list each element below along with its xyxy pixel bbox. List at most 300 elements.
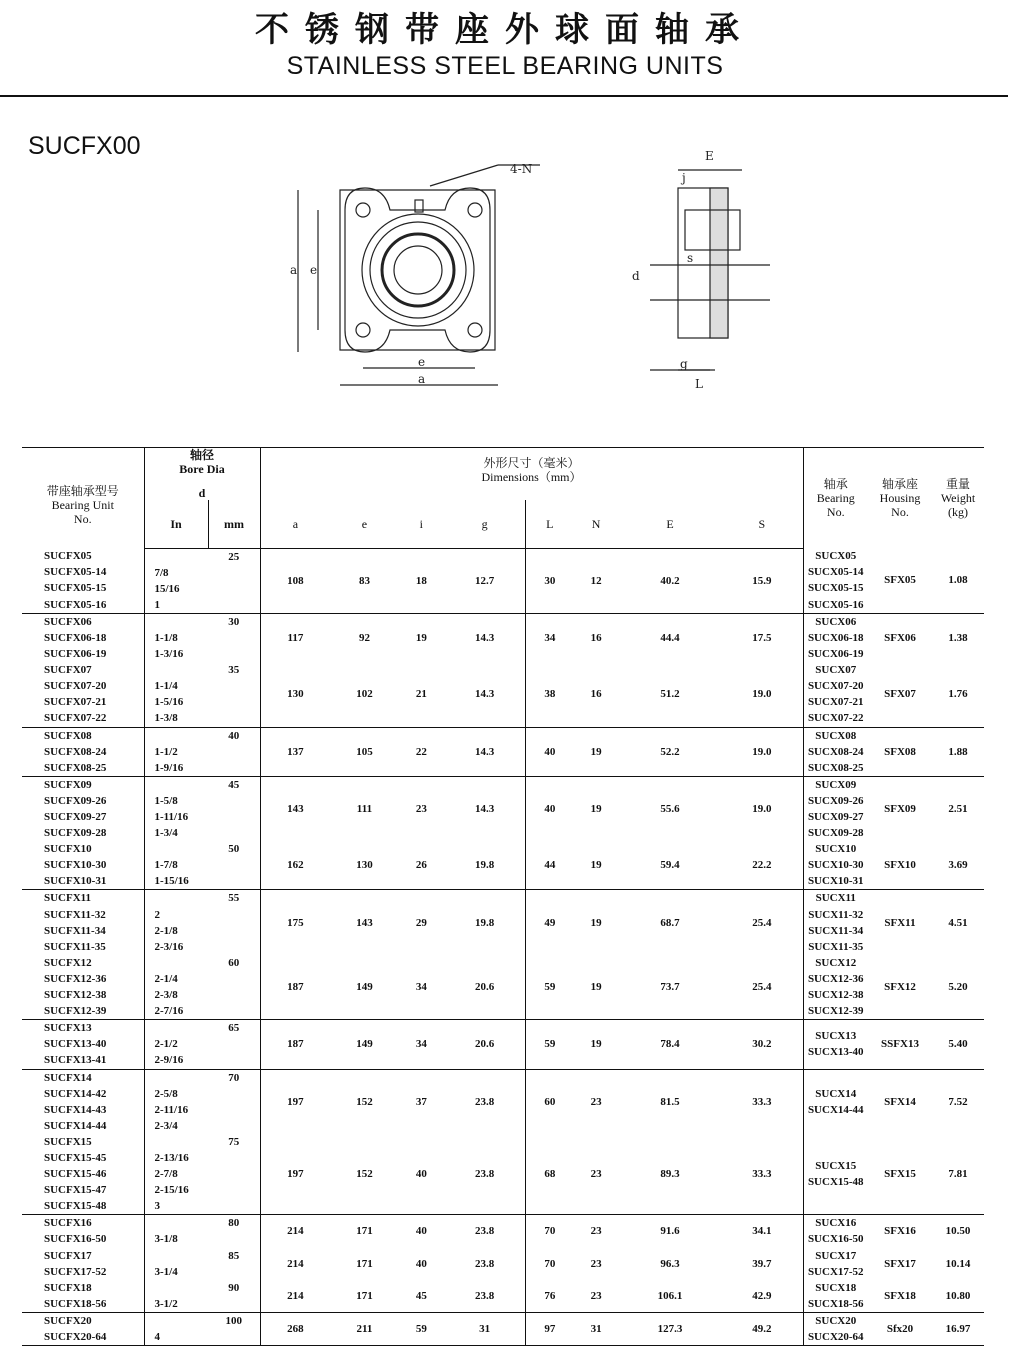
cell-dim-a xyxy=(260,955,330,1020)
cell-mm-line xyxy=(208,873,260,889)
cell-dim-e-line: 149 xyxy=(356,1038,373,1051)
cell-housing-no-line: SFX05 xyxy=(884,574,916,587)
cell-mm xyxy=(208,1069,260,1134)
cell-bearing-no-line: SUCX06 xyxy=(815,615,857,628)
cell-unit-no-line: SUCFX12-36 xyxy=(44,972,107,985)
cell-dim-g-line: 20.6 xyxy=(475,980,495,993)
cell-dim-L xyxy=(526,662,574,727)
table-body xyxy=(22,548,984,1346)
cell-bearing-no-line: SUCX07 xyxy=(815,664,857,677)
cell-unit-no-line: SUCFX20-64 xyxy=(44,1331,107,1343)
cell-dim-E-line: 127.3 xyxy=(657,1322,683,1335)
cell-mm-line xyxy=(208,857,260,873)
cell-inch-line: 1-5/16 xyxy=(154,696,184,709)
cell-dim-N xyxy=(573,727,619,776)
hdr-bearing-no: No. xyxy=(826,505,845,519)
cell-housing-no xyxy=(868,1280,932,1313)
cell-mm-line xyxy=(208,1052,260,1068)
cell-inch-line: 1-3/16 xyxy=(154,648,184,661)
cell-unit-no-line: SUCFX09-26 xyxy=(44,794,107,807)
cell-dim-S xyxy=(721,1280,803,1313)
cell-housing-no xyxy=(868,841,932,890)
cell-unit-no-line: SUCFX09-28 xyxy=(44,827,107,840)
cell-unit-no-line: SUCFX12-38 xyxy=(44,989,107,1002)
cell-mm-line xyxy=(208,760,260,776)
cell-unit-no-line: SUCFX05-15 xyxy=(44,582,107,595)
cell-dim-L xyxy=(526,548,574,613)
cell-dim-N-line: 16 xyxy=(590,688,602,701)
cell-dim-S-line: 19.0 xyxy=(752,745,772,758)
cell-inch xyxy=(144,1069,208,1134)
cell-dim-S-line: 22.2 xyxy=(752,859,772,872)
cell-unit-no xyxy=(22,841,144,890)
cell-dim-S-line: 42.9 xyxy=(752,1289,772,1302)
bearing-inner xyxy=(394,246,442,294)
table-row xyxy=(22,613,984,662)
cell-bearing-no-line: SUCX16-50 xyxy=(807,1233,864,1246)
cell-inch-line: 2-3/16 xyxy=(154,940,184,953)
cell-weight xyxy=(932,613,984,662)
cell-inch-line: 4 xyxy=(154,1331,160,1343)
cell-inch-line: 7/8 xyxy=(154,566,169,579)
cell-dim-S xyxy=(721,727,803,776)
cell-dim-N xyxy=(573,955,619,1020)
cell-bearing-no-line: SUCX10-30 xyxy=(807,859,864,872)
cell-inch-line xyxy=(155,1134,209,1150)
cell-dim-L xyxy=(526,1134,574,1215)
cell-dim-g xyxy=(444,776,526,841)
cell-inch xyxy=(144,1215,208,1248)
cell-inch-line xyxy=(155,1248,209,1264)
hdr-dim-cn: 外形尺寸（毫米） xyxy=(483,456,580,470)
cell-inch-line xyxy=(155,662,209,678)
cell-dim-S xyxy=(721,1069,803,1134)
cell-dim-g xyxy=(444,1248,526,1280)
cell-mm-line xyxy=(208,971,260,987)
cell-mm-line xyxy=(208,581,260,597)
cell-dim-a-line: 143 xyxy=(287,802,304,815)
cell-housing-no-line: SFX07 xyxy=(884,688,916,701)
cell-housing-no-line: SFX10 xyxy=(884,859,916,872)
cell-housing-no-line: Sfx20 xyxy=(886,1322,914,1335)
cell-dim-N xyxy=(573,841,619,890)
cell-dim-e-line: 171 xyxy=(356,1225,373,1238)
cell-housing-no xyxy=(868,1134,932,1215)
cell-inch xyxy=(144,1134,208,1215)
cell-dim-L xyxy=(526,1280,574,1313)
hdr-unit-cn: 带座轴承型号 xyxy=(46,484,119,498)
cell-mm-line: 75 xyxy=(228,1135,240,1148)
cell-dim-i-line: 21 xyxy=(415,688,427,701)
cell-dim-S-line: 25.4 xyxy=(752,980,772,993)
hdr-housing-no: No. xyxy=(891,505,909,519)
table-row xyxy=(22,1215,984,1248)
cell-weight-line: 1.38 xyxy=(948,631,968,644)
cell-unit-no-line: SUCFX11-32 xyxy=(44,908,106,921)
cell-dim-g xyxy=(444,548,526,613)
cell-mm-line xyxy=(208,825,260,841)
cell-bearing-no-line: SUCX13-40 xyxy=(807,1046,864,1059)
cell-mm-line xyxy=(208,646,260,662)
hdr-dim-g: g xyxy=(444,500,526,548)
cell-unit-no-line: SUCFX16 xyxy=(44,1217,92,1230)
cell-inch xyxy=(144,1312,208,1345)
cell-unit-no-line: SUCFX12 xyxy=(44,956,92,969)
cell-unit-no-line: SUCFX18 xyxy=(44,1281,92,1294)
cell-mm-line xyxy=(208,565,260,581)
cell-housing-no xyxy=(868,1069,932,1134)
cell-inch xyxy=(144,613,208,662)
bolt-hole-tl xyxy=(356,203,370,217)
cell-bearing-no xyxy=(803,776,868,841)
cell-mm-line xyxy=(208,1198,260,1214)
cell-dim-a-line: 214 xyxy=(287,1257,304,1270)
cell-dim-g xyxy=(444,890,526,955)
cell-unit-no-line: SUCFX09 xyxy=(44,778,92,791)
cell-unit-no xyxy=(22,890,144,955)
cell-dim-i-line: 40 xyxy=(415,1225,427,1238)
cell-inch-line: 2-11/16 xyxy=(154,1103,189,1116)
cell-inch xyxy=(144,727,208,776)
cell-dim-E-line: 52.2 xyxy=(660,745,680,758)
cell-unit-no xyxy=(22,1134,144,1215)
cell-unit-no-line: SUCFX13-40 xyxy=(44,1038,107,1051)
cell-bearing-no xyxy=(803,727,868,776)
cell-dim-a xyxy=(260,727,330,776)
cell-dim-N-line: 23 xyxy=(590,1257,602,1270)
cell-dim-L xyxy=(526,776,574,841)
cell-inch-line xyxy=(155,1313,209,1329)
label-e-horizontal: e xyxy=(418,355,426,369)
cell-inch-line xyxy=(155,728,209,744)
cell-inch-line xyxy=(155,1020,209,1036)
label-E: E xyxy=(705,149,714,163)
cell-bearing-no-line: SUCX08-25 xyxy=(807,761,864,774)
cell-mm-line: 45 xyxy=(228,778,240,791)
cell-dim-i xyxy=(399,1215,445,1248)
cell-dim-L xyxy=(526,1312,574,1345)
cell-housing-no-line: SFX14 xyxy=(884,1095,916,1108)
cell-bearing-no xyxy=(803,1215,868,1248)
cell-dim-g-line: 14.3 xyxy=(475,688,495,701)
cell-mm-line xyxy=(208,1003,260,1019)
cell-inch-line: 1-9/16 xyxy=(154,761,184,774)
cell-dim-g-line: 23.8 xyxy=(475,1168,495,1181)
cell-weight xyxy=(932,1312,984,1345)
hdr-dim-en: Dimensions（mm） xyxy=(481,470,582,484)
label-d: d xyxy=(632,269,640,283)
cell-inch-line: 3-1/2 xyxy=(154,1297,178,1310)
cell-dim-N-line: 19 xyxy=(590,980,602,993)
cell-mm xyxy=(208,776,260,841)
cell-unit-no-line: SUCFX05 xyxy=(44,550,92,563)
cell-dim-N xyxy=(573,776,619,841)
cell-dim-S-line: 33.3 xyxy=(752,1095,772,1108)
cell-bearing-no-line: SUCX07-20 xyxy=(807,680,864,693)
cell-dim-i xyxy=(399,841,445,890)
cell-inch-line: 1-7/8 xyxy=(154,859,178,872)
cell-weight-line: 1.08 xyxy=(948,574,968,587)
label-j: j xyxy=(682,171,686,185)
table-row xyxy=(22,1069,984,1134)
cell-inch-line: 1-15/16 xyxy=(154,875,189,888)
cell-weight-line: 5.40 xyxy=(948,1038,968,1051)
cell-bearing-no xyxy=(803,1020,868,1069)
cell-unit-no xyxy=(22,548,144,613)
cell-dim-i-line: 18 xyxy=(415,574,427,587)
hdr-dim-S: S xyxy=(721,500,803,548)
cell-housing-no xyxy=(868,662,932,727)
cell-dim-e xyxy=(330,727,398,776)
cell-mm-line xyxy=(208,1118,260,1134)
cell-weight-line: 1.88 xyxy=(948,745,968,758)
cell-housing-no xyxy=(868,955,932,1020)
cell-dim-S xyxy=(721,1215,803,1248)
cell-mm-line: 55 xyxy=(228,892,240,905)
hdr-bore-en: Bore Dia xyxy=(179,462,225,476)
cell-dim-a-line: 175 xyxy=(287,916,304,929)
cell-dim-L-line: 49 xyxy=(544,916,556,929)
label-e-vertical: e xyxy=(310,263,318,277)
cell-inch xyxy=(144,890,208,955)
cell-dim-i xyxy=(399,613,445,662)
cell-dim-a xyxy=(260,662,330,727)
cell-dim-i xyxy=(399,890,445,955)
cell-inch-line: 1-3/8 xyxy=(154,712,178,725)
cell-dim-e-line: 149 xyxy=(356,980,373,993)
cell-mm xyxy=(208,841,260,890)
cell-dim-g xyxy=(444,1280,526,1313)
cell-mm-line xyxy=(208,1086,260,1102)
hdr-dim-i: i xyxy=(399,500,445,548)
cell-dim-S xyxy=(721,890,803,955)
cell-unit-no-line: SUCFX09-27 xyxy=(44,811,107,823)
cell-weight-line: 2.51 xyxy=(948,802,968,815)
cell-dim-e xyxy=(330,613,398,662)
cell-bearing-no-line: SUCX06-18 xyxy=(807,631,864,644)
title-english: STAINLESS STEEL BEARING UNITS xyxy=(286,52,724,80)
cell-dim-g-line: 20.6 xyxy=(475,1038,495,1051)
cell-unit-no-line: SUCFX07-22 xyxy=(44,712,107,725)
cell-bearing-no xyxy=(803,955,868,1020)
cell-mm xyxy=(208,548,260,613)
cell-inch-line xyxy=(155,1215,209,1231)
cell-dim-a xyxy=(260,548,330,613)
hdr-housing-cn: 轴承座 xyxy=(881,477,918,491)
cell-inch-line: 2-7/8 xyxy=(154,1168,178,1181)
cell-mm-line xyxy=(208,923,260,939)
cell-mm xyxy=(208,662,260,727)
cell-unit-no xyxy=(22,1248,144,1280)
cell-weight-line: 7.81 xyxy=(948,1168,968,1181)
cell-dim-S xyxy=(721,1312,803,1345)
cell-dim-E-line: 81.5 xyxy=(660,1095,680,1108)
cell-bearing-no-line: SUCX15 xyxy=(815,1160,857,1173)
cell-dim-i-line: 22 xyxy=(415,745,427,758)
cell-unit-no-line: SUCFX10-30 xyxy=(44,859,107,872)
cell-dim-g xyxy=(444,1215,526,1248)
cell-mm-line xyxy=(208,1102,260,1118)
cell-housing-no-line: SFX09 xyxy=(884,802,916,815)
cell-mm xyxy=(208,727,260,776)
cell-dim-a xyxy=(260,1215,330,1248)
cell-mm-line xyxy=(208,694,260,710)
cell-dim-E xyxy=(619,776,721,841)
cell-mm xyxy=(208,1020,260,1069)
cell-weight xyxy=(932,662,984,727)
cell-mm-line xyxy=(208,630,260,646)
cell-dim-S-line: 15.9 xyxy=(752,574,772,587)
cell-inch-line xyxy=(155,614,209,630)
cell-housing-no xyxy=(868,776,932,841)
hdr-bore-d: d xyxy=(198,486,206,500)
cell-dim-a xyxy=(260,890,330,955)
cell-bearing-no xyxy=(803,548,868,613)
cell-unit-no xyxy=(22,1069,144,1134)
cell-unit-no xyxy=(22,662,144,727)
cell-dim-g-line: 31 xyxy=(479,1322,491,1335)
cell-inch-line: 15/16 xyxy=(154,582,180,595)
cell-bearing-no-line: SUCX11-35 xyxy=(808,940,864,953)
cell-housing-no-line: SFX16 xyxy=(884,1225,916,1238)
cell-dim-e xyxy=(330,1312,398,1345)
cell-dim-L-line: 70 xyxy=(544,1225,556,1238)
cell-dim-S-line: 34.1 xyxy=(752,1225,772,1238)
cell-dim-N-line: 19 xyxy=(590,859,602,872)
cell-bearing-no-line: SUCX12 xyxy=(815,956,857,969)
cell-dim-a-line: 137 xyxy=(287,745,304,758)
cell-dim-L-line: 59 xyxy=(544,980,556,993)
cell-dim-N-line: 19 xyxy=(590,1038,602,1051)
cell-dim-L xyxy=(526,955,574,1020)
cell-dim-E-line: 89.3 xyxy=(660,1168,680,1181)
cell-dim-a-line: 197 xyxy=(287,1095,304,1108)
bolt-hole-br xyxy=(468,323,482,337)
cell-dim-S-line: 17.5 xyxy=(752,631,772,644)
cell-bearing-no-line: SUCX12-36 xyxy=(807,972,864,985)
cell-housing-no-line: SFX06 xyxy=(884,631,916,644)
cell-inch-line xyxy=(155,777,209,793)
cell-bearing-no-line: SUCX17-52 xyxy=(807,1265,864,1278)
cell-mm xyxy=(208,955,260,1020)
cell-dim-N-line: 12 xyxy=(590,574,602,587)
cell-inch-line: 1-5/8 xyxy=(154,794,178,807)
cell-mm-line: 100 xyxy=(225,1314,242,1327)
cell-dim-i-line: 40 xyxy=(415,1168,427,1181)
cell-dim-i-line: 29 xyxy=(415,916,427,929)
cell-weight xyxy=(932,776,984,841)
cell-inch-line xyxy=(155,549,209,565)
cell-inch xyxy=(144,955,208,1020)
cell-weight-line: 10.80 xyxy=(945,1289,971,1302)
cell-mm-line xyxy=(208,1150,260,1166)
cell-dim-i-line: 19 xyxy=(415,631,427,644)
cell-inch-line xyxy=(155,955,209,971)
cell-dim-e-line: 171 xyxy=(356,1257,373,1270)
cell-dim-N-line: 23 xyxy=(590,1095,602,1108)
cell-dim-e xyxy=(330,776,398,841)
cell-dim-g xyxy=(444,1020,526,1069)
hdr-unit-en: Bearing Unit xyxy=(51,498,114,512)
cell-dim-e xyxy=(330,1215,398,1248)
cell-dim-a-line: 187 xyxy=(287,980,304,993)
cell-unit-no-line: SUCFX10-31 xyxy=(44,875,107,888)
cell-inch-line: 2-1/2 xyxy=(154,1038,178,1051)
table-row xyxy=(22,841,984,890)
cell-bearing-no xyxy=(803,1248,868,1280)
hdr-weight-en: Weight xyxy=(940,491,976,505)
cell-inch-line xyxy=(155,841,209,857)
cell-dim-e xyxy=(330,548,398,613)
cell-mm-line xyxy=(208,1036,260,1052)
label-L: L xyxy=(695,377,703,391)
cell-bearing-no-line: SUCX06-19 xyxy=(807,648,864,661)
cell-bearing-no xyxy=(803,1280,868,1313)
cell-bearing-no-line: SUCX17 xyxy=(815,1249,857,1262)
cell-inch-line: 2-15/16 xyxy=(154,1184,189,1197)
cell-dim-N xyxy=(573,1312,619,1345)
cell-bearing-no xyxy=(803,1134,868,1215)
cell-dim-i xyxy=(399,1020,445,1069)
cell-dim-i xyxy=(399,1280,445,1313)
table-row xyxy=(22,1280,984,1313)
cell-dim-a xyxy=(260,1280,330,1313)
cell-bearing-no-line: SUCX10 xyxy=(815,843,857,856)
cell-dim-e-line: 92 xyxy=(358,631,370,644)
cell-dim-g-line: 23.8 xyxy=(475,1095,495,1108)
cell-dim-E xyxy=(619,1020,721,1069)
cell-inch-line xyxy=(155,1280,209,1296)
cell-bearing-no-line: SUCX18 xyxy=(815,1281,857,1294)
cell-dim-e-line: 130 xyxy=(356,859,373,872)
cell-dim-e-line: 83 xyxy=(358,574,370,587)
cell-unit-no-line: SUCFX11 xyxy=(44,892,92,905)
cell-dim-N-line: 23 xyxy=(590,1289,602,1302)
cell-dim-N-line: 31 xyxy=(590,1322,602,1335)
cell-dim-E xyxy=(619,548,721,613)
cell-bearing-no-line: SUCX10-31 xyxy=(807,875,864,888)
cell-housing-no xyxy=(868,548,932,613)
cell-weight-line: 1.76 xyxy=(948,688,968,701)
hdr-housing-en: Housing xyxy=(879,491,921,505)
cell-inch-line: 2 xyxy=(154,908,160,921)
cell-dim-N xyxy=(573,1069,619,1134)
cell-inch-line: 2-3/4 xyxy=(154,1119,178,1132)
label-holes: 4-N xyxy=(510,162,533,176)
cell-unit-no-line: SUCFX06 xyxy=(44,615,92,628)
cell-bearing-no-line: SUCX09-28 xyxy=(807,827,864,840)
cell-dim-L xyxy=(526,613,574,662)
cell-inch-line: 2-13/16 xyxy=(154,1151,189,1164)
cell-dim-i-line: 34 xyxy=(415,1038,427,1051)
cell-dim-a-line: 162 xyxy=(287,859,304,872)
cell-inch-line: 3 xyxy=(154,1200,160,1213)
cell-dim-E-line: 91.6 xyxy=(660,1225,680,1238)
cell-dim-a xyxy=(260,1134,330,1215)
cell-weight-line: 16.97 xyxy=(945,1322,971,1335)
model-heading: SUCFX00 xyxy=(28,132,141,160)
cell-bearing-no-line: SUCX11 xyxy=(815,892,856,905)
cell-dim-L-line: 34 xyxy=(544,631,556,644)
table-row xyxy=(22,776,984,841)
cell-inch-line: 1-1/8 xyxy=(154,631,178,644)
cell-inch xyxy=(144,548,208,613)
cell-bearing-no-line: SUCX20 xyxy=(815,1314,857,1327)
cell-unit-no-line: SUCFX14 xyxy=(44,1071,92,1084)
table-row xyxy=(22,1134,984,1215)
hdr-in: In xyxy=(144,500,208,548)
cell-dim-g-line: 12.7 xyxy=(475,574,495,587)
